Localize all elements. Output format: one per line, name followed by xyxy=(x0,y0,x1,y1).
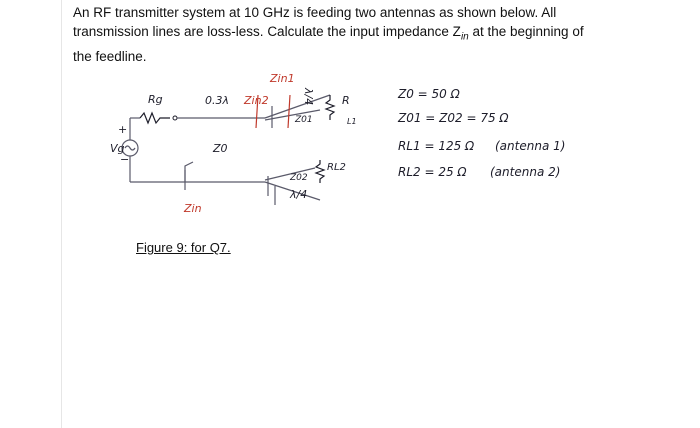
z0-label: Z0 xyxy=(213,142,228,155)
vg-label: Vg xyxy=(110,142,125,155)
zin-label: Zin xyxy=(184,202,202,215)
minus-sign: − xyxy=(120,153,130,166)
figure-caption: Figure 9: for Q7. xyxy=(136,240,231,255)
given-rl1-note: (antenna 1) xyxy=(495,139,566,153)
rg-label: Rg xyxy=(148,93,163,106)
rl1-subscript: L1 xyxy=(347,117,357,126)
rl2-label: RL2 xyxy=(327,162,346,173)
z02-label: Z02 xyxy=(290,173,308,183)
zin2-label: Zin2 xyxy=(244,94,269,107)
rl1-resistor xyxy=(326,95,334,120)
zin1-label: Zin1 xyxy=(270,72,295,85)
quarter-wave-top: λ/4 xyxy=(302,88,315,106)
length-label: 0.3λ xyxy=(205,94,230,107)
generator xyxy=(122,118,185,182)
given-rl2: RL2 = 25 Ω xyxy=(398,165,467,179)
problem-line-2: transmission lines are loss-less. Calculate the input impedance $Z_{in}$ at the beginning of xyxy=(73,24,584,43)
given-z01-z02: Z01 = Z02 = 75 Ω xyxy=(398,111,509,125)
rl2-resistor xyxy=(316,160,324,183)
given-z0: Z0 = 50 Ω xyxy=(398,87,460,101)
given-rl1: RL1 = 125 Ω xyxy=(398,139,475,153)
problem-line-1: An RF transmitter system at 10 GHz is feeding two antennas as shown below. All xyxy=(73,5,557,20)
given-rl2-note: (antenna 2) xyxy=(490,165,561,179)
problem-line-3: the feedline. xyxy=(73,48,147,64)
plus-sign: + xyxy=(118,123,128,136)
z01-label: Z01 xyxy=(295,115,313,125)
rl1-label: R xyxy=(342,94,350,107)
quarter-wave-bottom: λ/4 xyxy=(290,188,308,201)
rg-resistor xyxy=(140,113,170,123)
